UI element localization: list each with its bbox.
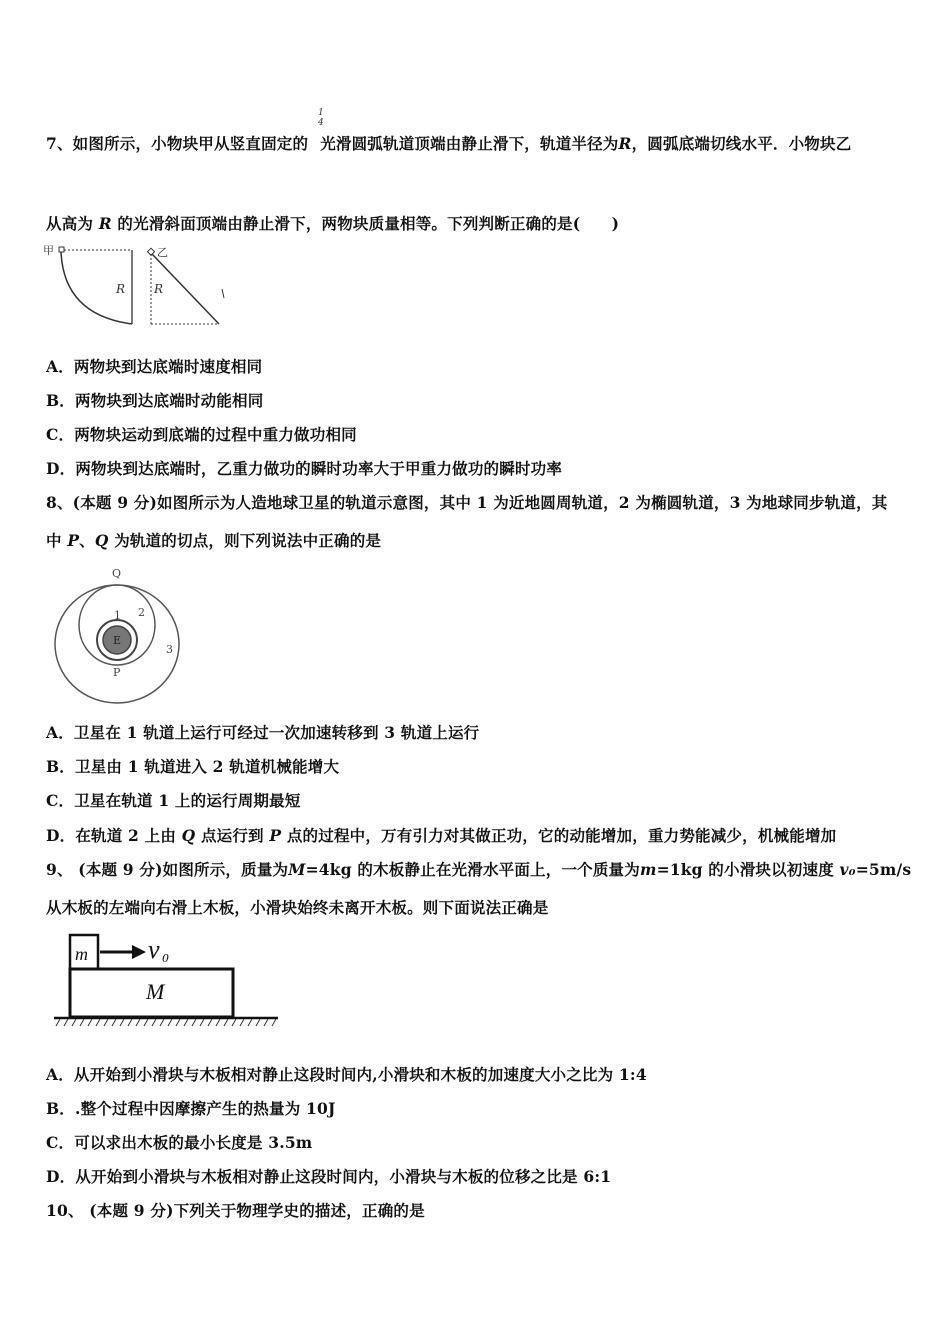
label-orbit-3: 3 (166, 643, 173, 656)
label-v-sub: 0 (162, 952, 169, 965)
text: 9、 (本题 9 分)如图所示，质量为 (46, 860, 289, 879)
text: 7、如图所示，小物块甲从竖直固定的 (46, 134, 309, 153)
fraction-one-quarter (318, 108, 324, 128)
var-Q: Q (181, 826, 196, 845)
text: =1kg 的小滑块以初速度 (656, 860, 834, 879)
q7-stem-line1 (46, 134, 851, 154)
q8-stem-line2 (46, 531, 381, 551)
text: ，圆弧底端切线水平．小物块乙 (631, 134, 852, 153)
text: 点的过程中，万有引力对其做正功，它的动能增加，重力势能减少，机械能增加 (286, 826, 837, 845)
text: 的光滑斜面顶端由静止滑下，两物块质量相等。下列判断正确的是( ) (117, 214, 620, 233)
var-R: R (98, 214, 112, 233)
label-jia: 甲 (43, 244, 54, 257)
text: 从高为 (46, 214, 94, 233)
q8-stem-line1: 8、(本题 9 分)如图所示为人造地球卫星的轨道示意图，其中 1 为近地圆周轨道，2 为椭圆轨道，3 为地球同步轨道，其 (46, 493, 888, 512)
orbit-figure (48, 562, 188, 707)
denominator: 4 (318, 118, 324, 128)
var-Q: Q (94, 531, 109, 550)
var-P: P (269, 826, 282, 845)
q9-stem-line2: 从木板的左端向右滑上木板，小滑块始终未离开木板。则下面说法正确是 (46, 898, 549, 917)
label-E: E (113, 634, 122, 647)
q9-option-c: C．可以求出木板的最小长度是 3.5m (46, 1133, 313, 1152)
numerator: 1 (318, 108, 324, 118)
text: 点运行到 (200, 826, 264, 845)
label-yi: 乙 (157, 246, 168, 259)
q9-option-b: B．.整个过程中因摩擦产生的热量为 10J (46, 1099, 336, 1118)
label-M: M (146, 979, 165, 1004)
q9-option-a: A．从开始到小滑块与木板相对静止这段时间内,小滑块和木板的加速度大小之比为 1:4 (46, 1065, 647, 1084)
text: 、 (79, 531, 95, 550)
var-m: m (639, 860, 657, 879)
label-orbit-1: 1 (114, 609, 121, 622)
text: D．在轨道 2 上由 (46, 826, 177, 845)
q7-stem-line2 (46, 214, 619, 234)
text: =5m/s (855, 860, 912, 879)
var-R: R (618, 134, 632, 153)
text: =4kg 的木板静止在光滑水平面上，一个质量为 (305, 860, 640, 879)
q7-option-d: D．两物块到达底端时，乙重力做功的瞬时功率大于甲重力做功的瞬时功率 (46, 459, 563, 478)
q9-stem-line1 (46, 860, 911, 880)
text: 为轨道的切点，则下列说法中正确的是 (114, 531, 382, 550)
label-m: m (75, 944, 88, 964)
text: 光滑圆弧轨道顶端由静止滑下，轨道半径为 (320, 134, 619, 153)
var-v0: v₀ (839, 860, 856, 879)
q7-figure (40, 240, 240, 330)
label-R: R (116, 282, 126, 296)
q8-option-d (46, 826, 836, 846)
q9-option-d: D．从开始到小滑块与木板相对静止这段时间内，小滑块与木板的位移之比是 6:1 (46, 1167, 612, 1186)
block-board-figure (50, 930, 285, 1030)
q7-option-b: B．两物块到达底端时动能相同 (46, 391, 264, 410)
text: 中 (46, 531, 62, 550)
var-P: P (67, 531, 80, 550)
q10-stem: 10、 (本题 9 分)下列关于物理学史的描述，正确的是 (46, 1201, 425, 1220)
label-P: P (113, 666, 121, 679)
var-M: M (288, 860, 306, 879)
q8-option-a: A．卫星在 1 轨道上运行可经过一次加速转移到 3 轨道上运行 (46, 723, 480, 742)
label-orbit-2: 2 (138, 606, 145, 619)
label-R: R (154, 282, 164, 296)
q8-option-c: C．卫星在轨道 1 上的运行周期最短 (46, 791, 301, 810)
q7-option-a: A．两物块到达底端时速度相同 (46, 357, 263, 376)
label-Q: Q (112, 567, 122, 580)
q7-option-c: C．两物块运动到底端的过程中重力做功相同 (46, 425, 357, 444)
label-v: v (148, 935, 160, 964)
q8-option-b: B．卫星由 1 轨道进入 2 轨道机械能增大 (46, 757, 340, 776)
